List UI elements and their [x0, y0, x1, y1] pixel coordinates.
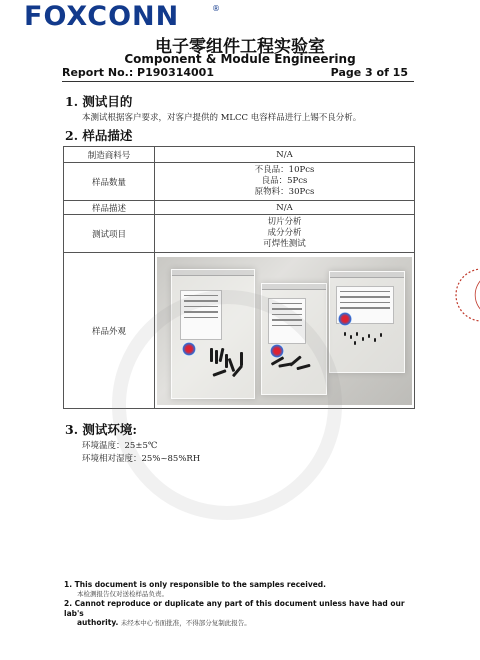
sample-photo	[157, 257, 412, 405]
seal-stamp-icon	[452, 265, 480, 325]
report-number: Report No.: P190314001	[62, 66, 214, 79]
sample-bag	[329, 271, 405, 373]
quantity-line: 不良品：10Pcs	[254, 165, 315, 175]
lab-name-en: Component & Module Engineering	[124, 52, 356, 66]
foxconn-logo	[24, 1, 220, 32]
table-row	[64, 201, 415, 215]
appearance-label: 样品外观	[64, 253, 155, 409]
table-row	[64, 147, 415, 163]
quantity-label: 样品数量	[64, 163, 155, 201]
sample-bag	[261, 283, 327, 395]
test-items-value	[155, 215, 415, 253]
section-3-title: 3. 测试环境:	[65, 422, 138, 437]
footer-note-2-cont: authority.	[77, 618, 119, 627]
sample-bag	[171, 269, 255, 399]
quantity-value	[155, 163, 415, 201]
footer-note-1-cn: 本检测报告仅对送检样品负责。	[77, 589, 168, 598]
registered-mark: ®	[212, 4, 220, 13]
test-items-label: 测试项目	[64, 215, 155, 253]
section-1-title: 1. 测试目的	[65, 94, 133, 109]
description-label: 样品描述	[64, 201, 155, 215]
description-value: N/A	[155, 201, 415, 215]
manufacturer-label: 制造商料号	[64, 147, 155, 163]
section-1-text: 本测试根据客户要求，对客户提供的 MLCC 电容样品进行上锡不良分析。	[82, 113, 362, 123]
footer-notes	[64, 580, 424, 629]
table-row	[64, 253, 415, 409]
test-item: 成分分析	[267, 228, 302, 238]
quantity-line: 良品：5Pcs	[261, 176, 308, 186]
page-number: Page 3 of 15	[330, 66, 408, 79]
sample-description-table	[63, 146, 415, 409]
lab-name-cn: 电子零组件工程实验室	[155, 37, 325, 57]
temperature-text: 环境温度：25±5℃	[82, 441, 158, 451]
sample-label	[268, 298, 306, 344]
humidity-text: 环境相对湿度：25%~85%RH	[82, 454, 201, 464]
section-2-title: 2. 样品描述	[65, 128, 133, 143]
manufacturer-value: N/A	[155, 147, 415, 163]
footer-note-2-cn: 未经本中心书面批准，不得部分复制此报告。	[120, 619, 251, 627]
quantity-line: 原物料：30Pcs	[254, 187, 315, 197]
test-item: 切片分析	[267, 217, 302, 227]
table-row	[64, 215, 415, 253]
footer-note-1: 1. This document is only responsible to the samples received.	[64, 580, 327, 589]
table-row	[64, 163, 415, 201]
report-header-line	[62, 66, 414, 82]
footer-note-2: 2. Cannot reproduce or duplicate any part of this document unless have had our lab's	[64, 599, 405, 618]
test-item: 可焊性测试	[263, 239, 306, 249]
logo-text: FOXCONN	[24, 1, 180, 32]
appearance-photo-cell	[155, 253, 415, 409]
sample-label	[180, 290, 222, 340]
